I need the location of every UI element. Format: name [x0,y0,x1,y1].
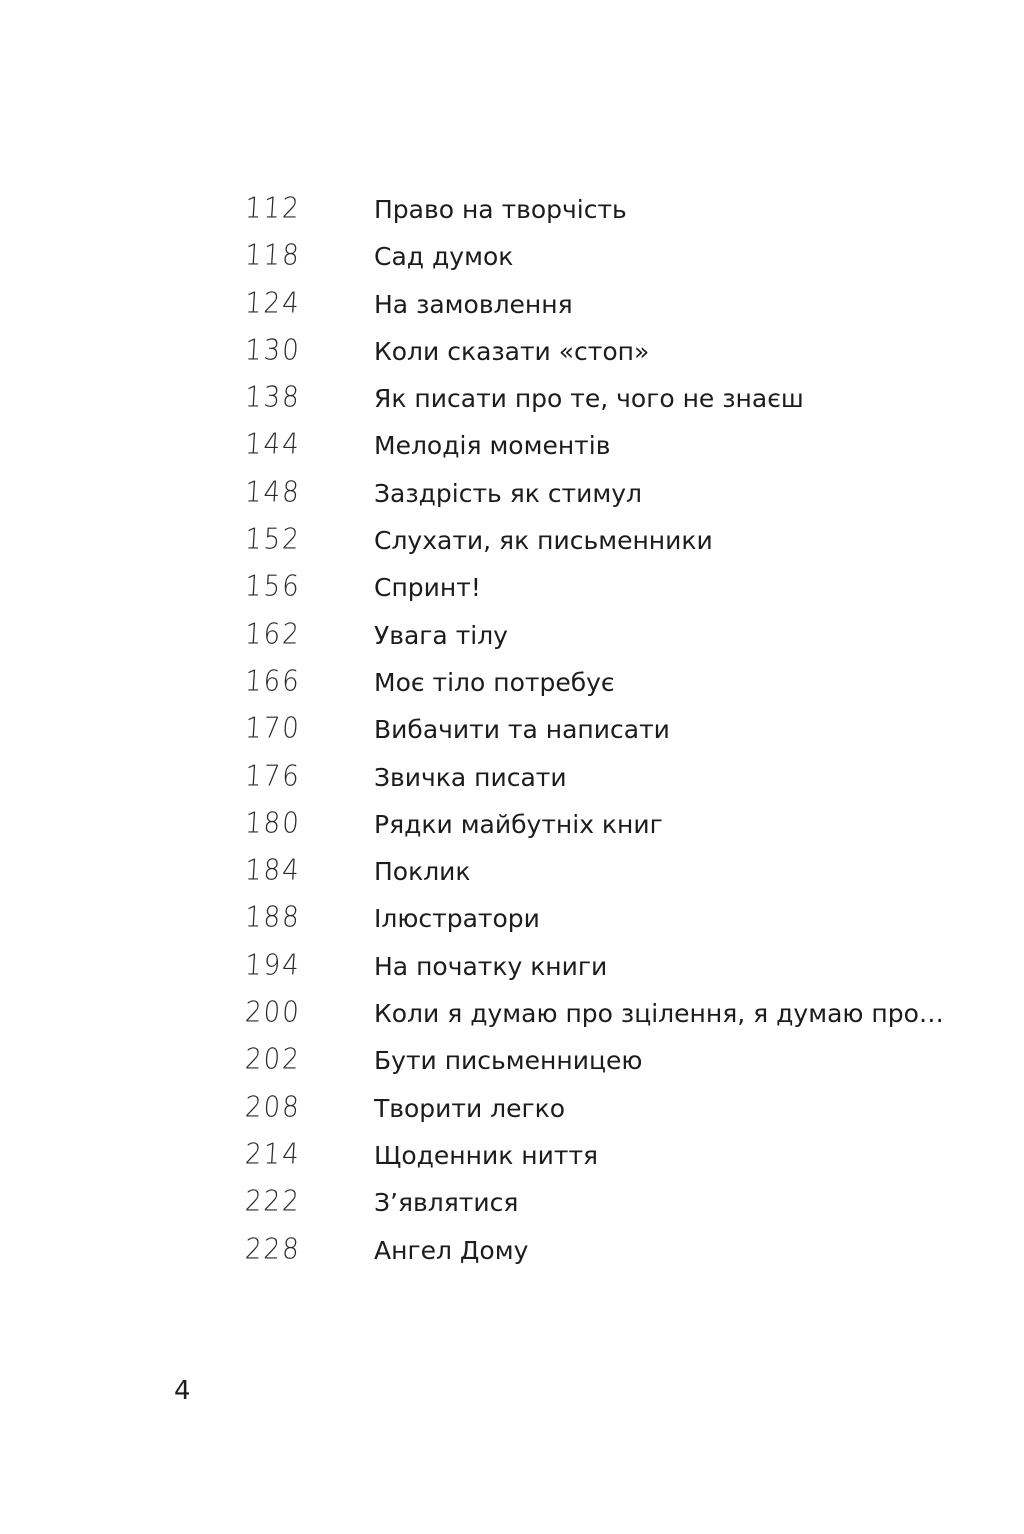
toc-page-number: 194 [243,949,302,983]
toc-page-number: 180 [243,807,302,841]
toc-title: Ангел Дому [374,1235,529,1265]
toc-title: Рядки майбутніх книг [374,809,663,839]
toc-page-number: 144 [243,428,302,462]
toc-title: Право на творчість [374,195,627,224]
toc-page-number: 130 [243,334,302,368]
toc-page-number: 118 [243,239,302,273]
toc-page-number: 124 [243,287,302,321]
toc-page-number: 228 [243,1232,302,1266]
toc-title: Звичка писати [374,762,567,792]
toc-page-number: 202 [243,1043,302,1077]
toc-entry [0,281,1024,328]
toc-entry [0,1085,1024,1132]
toc-entry [0,801,1024,848]
toc-page-number: 156 [243,570,302,604]
toc-title: Поклик [374,857,471,887]
toc-page-number: 152 [243,523,302,557]
page-number: 4 [174,1376,191,1406]
toc-page-number: 176 [243,759,302,793]
toc-page-number: 184 [243,854,302,888]
toc-page-number: 166 [243,665,302,699]
toc-title: На початку книги [374,951,608,981]
toc-entry [0,895,1024,942]
toc-title: Спринт! [374,573,481,603]
toc-entry [0,990,1024,1037]
toc-page-number: 200 [243,996,302,1030]
toc-entry [0,754,1024,801]
toc-title: Як писати про те, чого не знаєш [374,384,804,414]
toc-page-number: 214 [243,1138,302,1172]
toc-entry [0,564,1024,611]
table-of-contents [0,186,1024,1274]
toc-entry [0,706,1024,753]
toc-title: Моє тіло потребує [374,667,615,697]
toc-title: Коли я думаю про зцілення, я думаю про… [374,999,944,1029]
toc-entry [0,422,1024,469]
toc-page-number: 138 [243,381,302,415]
toc-entry [0,943,1024,990]
toc-page-number: 148 [243,476,302,510]
toc-title: Мелодія моментів [374,431,611,461]
toc-title: Вибачити та написати [374,715,670,745]
toc-title: Коли сказати «стоп» [374,336,650,366]
toc-entry [0,1132,1024,1179]
toc-title: Слухати, як письменники [374,526,713,556]
toc-entry [0,848,1024,895]
toc-entry [0,659,1024,706]
toc-entry [0,1179,1024,1226]
toc-title: З’являтися [374,1188,519,1218]
toc-title: На замовлення [374,289,573,319]
toc-page-number: 170 [243,712,302,746]
toc-entry [0,1227,1024,1274]
toc-entry [0,375,1024,422]
toc-title: Заздрість як стимул [374,478,643,508]
toc-page-number: 162 [243,618,302,652]
toc-entry [0,328,1024,375]
toc-title: Ілюстратори [374,904,540,934]
toc-title: Сад думок [374,242,514,272]
toc-title: Увага тілу [374,620,508,650]
toc-page-number: 222 [243,1185,302,1219]
toc-title: Бути письменницею [374,1046,643,1076]
toc-entry [0,612,1024,659]
toc-entry [0,186,1024,233]
toc-entry [0,1037,1024,1084]
toc-page-number: 208 [243,1091,302,1125]
toc-page-number: 188 [243,901,302,935]
toc-entry [0,517,1024,564]
toc-title: Щоденник ниття [374,1140,599,1170]
toc-entry [0,470,1024,517]
toc-page-number: 112 [243,192,302,226]
toc-entry [0,233,1024,280]
toc-title: Творити легко [374,1093,566,1123]
